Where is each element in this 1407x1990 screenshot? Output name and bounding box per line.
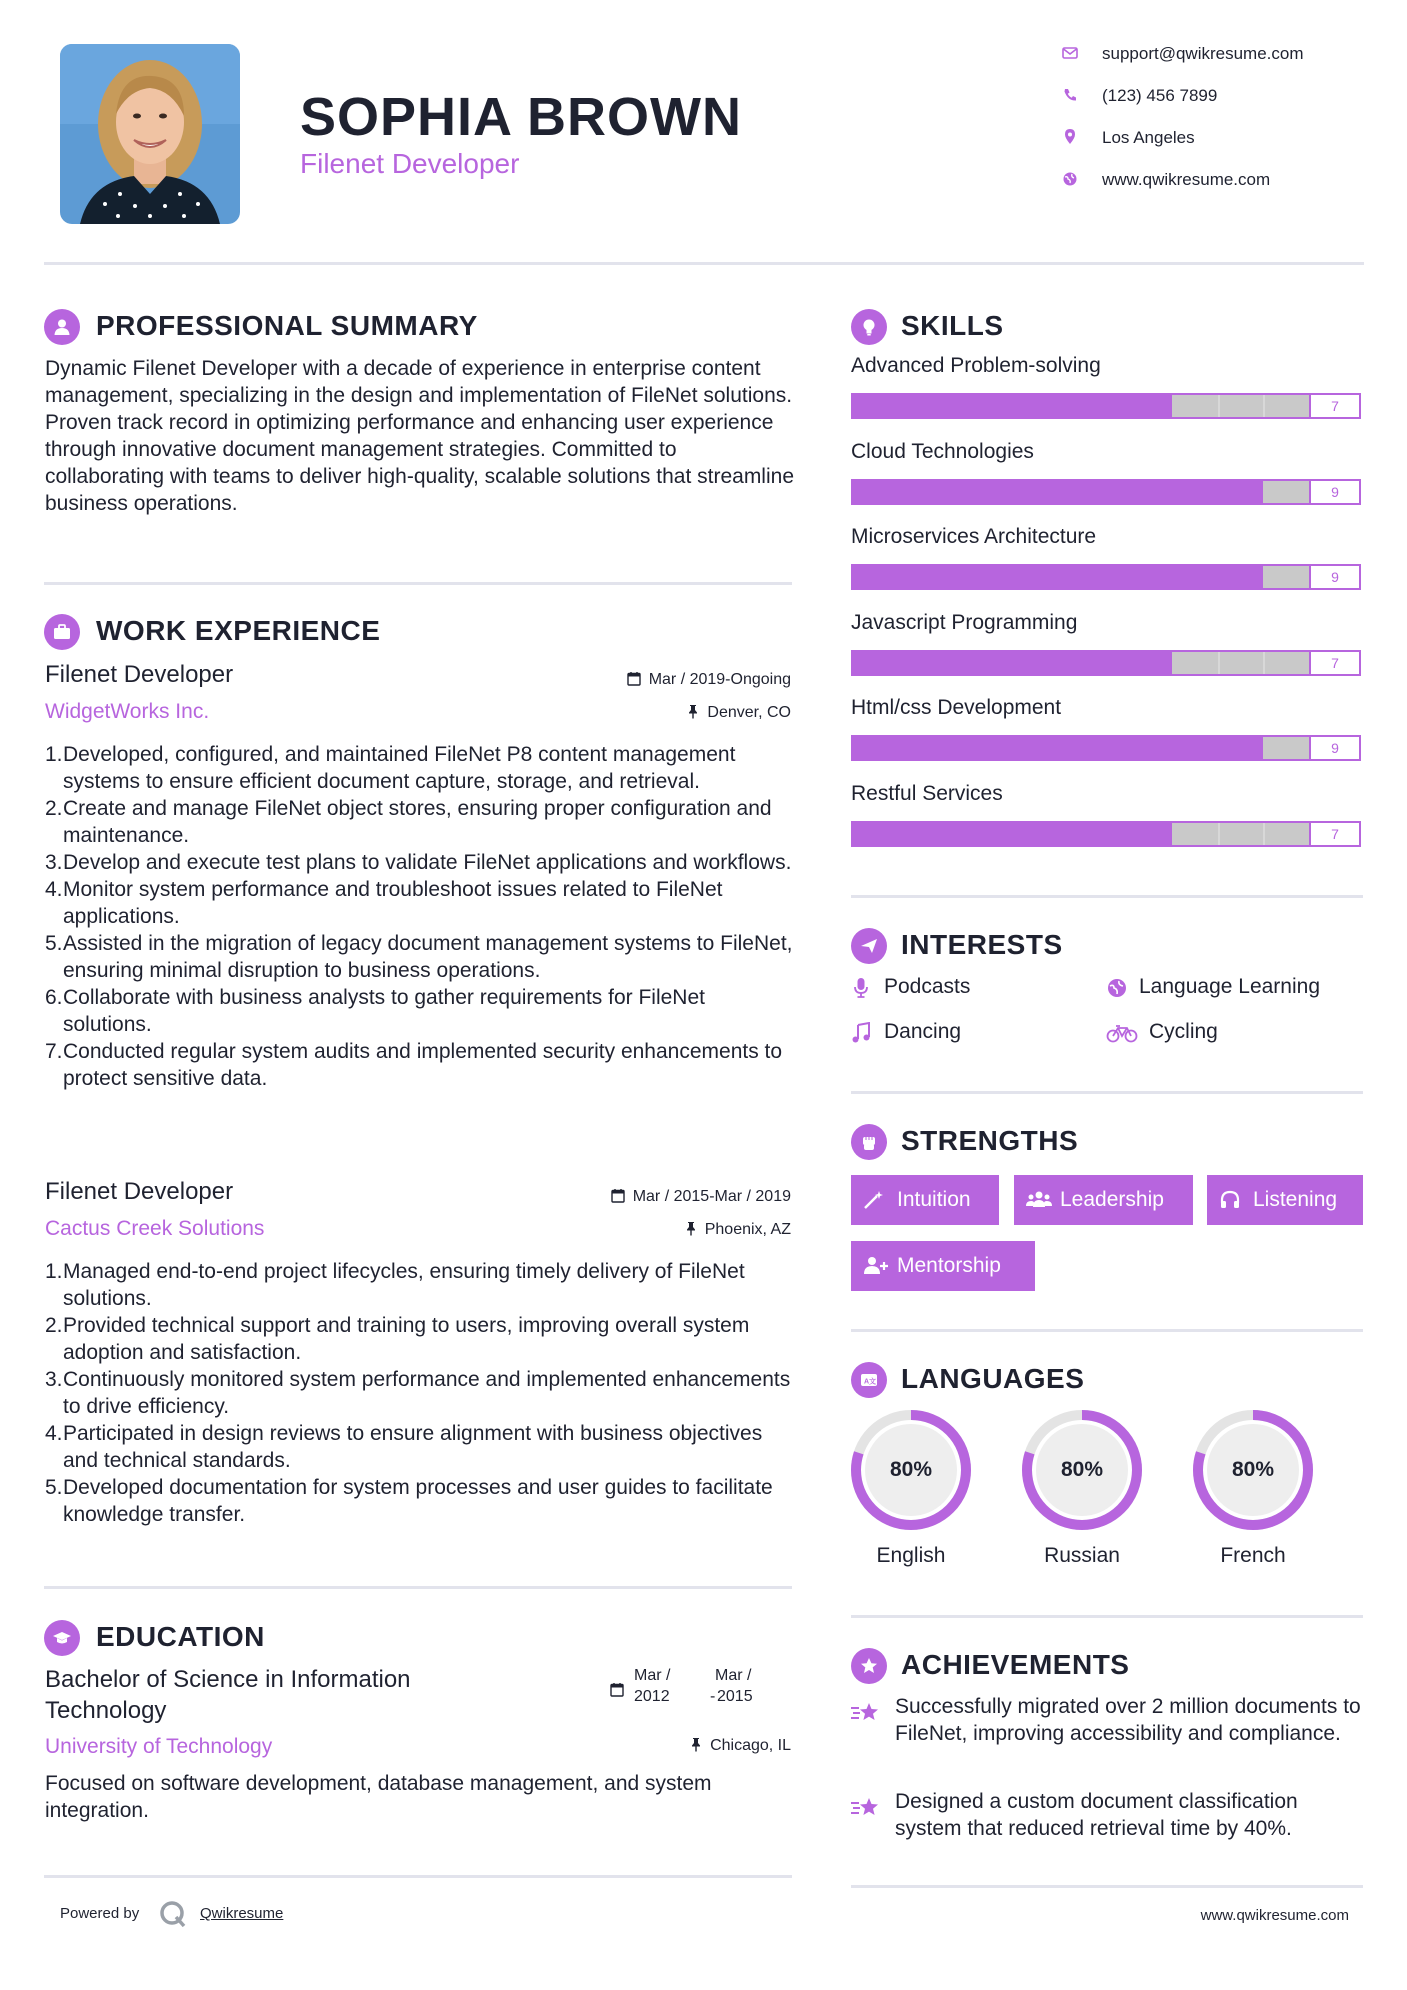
skill-label: Advanced Problem-solving (851, 354, 1101, 377)
skill-bar-fill (853, 481, 1263, 503)
microphone-icon (851, 977, 871, 999)
language-percent: 80% (1060, 1458, 1104, 1481)
svg-text:A文: A文 (864, 1378, 877, 1386)
skill-bar-fill (853, 823, 1172, 845)
list-item: 6. Collaborate with business analysts to gather requirements for FileNet solutions. (45, 986, 705, 1036)
users-icon (1026, 1190, 1052, 1210)
job-1-dates (627, 671, 791, 689)
list-item: 5. Developed documentation for system processes and user guides to facilitate knowledge transfer. (45, 1476, 773, 1526)
language-ring (849, 1408, 973, 1532)
job-2-dates (611, 1188, 791, 1206)
education-description: Focused on software development, database management, and system integration. (45, 1772, 712, 1822)
job-2-company: Cactus Creek Solutions (45, 1217, 265, 1240)
list-item: 1. Developed, configured, and maintained FileNet P8 content management systems to ensure efficient document capture, storage, and retrieval. (45, 743, 736, 793)
skill-bar (851, 821, 1361, 847)
language-name: Russian (1044, 1544, 1120, 1567)
strengths-divider (851, 1329, 1363, 1332)
education-location (690, 1737, 791, 1755)
headphones-icon (1219, 1190, 1241, 1210)
job-1-role: Filenet Developer (45, 661, 234, 688)
footer-powered-by: Powered by (60, 1905, 140, 1922)
contact-email[interactable] (1062, 44, 1304, 64)
skill-bar-fill (853, 566, 1263, 588)
education-end-dash: - (710, 1688, 716, 1705)
interest-label: Language Learning (1139, 975, 1321, 998)
skill-level: 7 (1309, 395, 1359, 417)
interests-divider (851, 1091, 1363, 1094)
interest-label: Cycling (1149, 1020, 1218, 1043)
language-ring (1191, 1408, 1315, 1532)
skill-bar-segment (1218, 652, 1220, 674)
fist-icon (851, 1124, 887, 1160)
achievements-divider (851, 1885, 1363, 1888)
interest-item-language-learning (1106, 975, 1320, 999)
education-location-text: Chicago, IL (710, 1737, 791, 1754)
skill-bar (851, 393, 1361, 419)
user-icon (44, 309, 80, 345)
experience-heading: WORK EXPERIENCE (96, 615, 381, 646)
list-item: 3. Develop and execute test plans to validate FileNet applications and workflows. (45, 851, 792, 874)
contact-email-text: support@qwikresume.com (1102, 44, 1304, 63)
contact-website[interactable] (1062, 170, 1270, 190)
music-note-icon (851, 1022, 871, 1044)
language-name: English (876, 1544, 946, 1567)
list-item: 4. Participated in design reviews to ensure alignment with business objectives and technical standards. (45, 1422, 763, 1472)
job-2-role: Filenet Developer (45, 1178, 234, 1205)
header-divider (44, 262, 1364, 265)
strength-tag-mentorship (851, 1241, 1035, 1291)
job-2-responsibilities (45, 1258, 793, 1528)
globe-icon (1062, 170, 1078, 188)
education-end-line-1: Mar / (715, 1667, 752, 1684)
summary-divider (44, 582, 792, 585)
skill-label: Microservices Architecture (851, 525, 1097, 548)
skill-label: Html/css Development (851, 696, 1062, 719)
job-2-location (685, 1221, 791, 1239)
interest-label: Podcasts (884, 975, 971, 998)
languages-divider (851, 1615, 1363, 1618)
skill-level: 7 (1309, 652, 1359, 674)
job-2-dates-text: Mar / 2015-Mar / 2019 (632, 1188, 791, 1205)
summary-heading: PROFESSIONAL SUMMARY (96, 310, 478, 341)
education-school: University of Technology (45, 1735, 273, 1758)
contact-location (1062, 128, 1195, 148)
skill-bar-fill (853, 395, 1172, 417)
strength-tag-intuition (851, 1175, 999, 1225)
qwikresume-logo-icon (158, 1899, 188, 1929)
skill-bar (851, 735, 1361, 761)
summary-text: Dynamic Filenet Developer with a decade of experience in enterprise content management, specializing in the design and implementation of FileNet solutions. Proven track record in optimizing performance and enhancing user experience through innovative document management strategies. Committed to collaborating with teams to deliver high-quality, scalable solutions that streamline business operations. (45, 357, 794, 515)
paper-plane-icon (851, 928, 887, 964)
skill-bar-segment (1263, 652, 1265, 674)
contact-phone[interactable] (1062, 86, 1217, 106)
skill-bar-segment (1263, 395, 1265, 417)
user-plus-icon (863, 1256, 889, 1276)
list-item: 1. Managed end-to-end project lifecycles, ensuring timely delivery of FileNet solutions. (45, 1260, 745, 1310)
languages-heading: LANGUAGES (901, 1363, 1085, 1394)
education-heading: EDUCATION (96, 1621, 265, 1652)
skills-divider (851, 895, 1363, 898)
skill-label: Javascript Programming (851, 610, 1078, 634)
strengths-heading: STRENGTHS (901, 1125, 1079, 1156)
interest-label: Dancing (884, 1020, 962, 1043)
strength-label: Listening (1253, 1188, 1338, 1211)
list-item: 2. Create and manage FileNet object stores, ensuring proper configuration and maintenance. (45, 797, 772, 847)
education-degree-line-1: Bachelor of Science in Information (45, 1666, 411, 1693)
contact-location-text: Los Angeles (1102, 128, 1195, 147)
education-divider (44, 1875, 792, 1878)
pushpin-icon (690, 1737, 702, 1752)
pushpin-icon (687, 704, 699, 719)
experience-divider (44, 1586, 792, 1589)
list-item: 7. Conducted regular system audits and implemented security enhancements to protect sensitive data. (45, 1040, 783, 1090)
strength-tag-listening (1207, 1175, 1363, 1225)
skill-label: Restful Services (851, 781, 1003, 805)
skill-bar (851, 479, 1361, 505)
lightbulb-icon (851, 309, 887, 345)
skill-bar-fill (853, 652, 1172, 674)
bicycle-icon (1106, 1022, 1138, 1044)
skill-bar-segment (1218, 823, 1220, 845)
skill-bar (851, 564, 1361, 590)
skill-bar (851, 650, 1361, 676)
skills-heading: SKILLS (901, 310, 1004, 341)
interest-item-podcasts (851, 975, 970, 999)
interest-item-dancing (851, 1020, 961, 1044)
strength-label: Mentorship (897, 1254, 1001, 1277)
achievement-item-2: Designed a custom document classification system that reduced retrieval time by 40%. (895, 1790, 1298, 1840)
skill-bar-segment (1218, 395, 1220, 417)
skill-level: 9 (1309, 737, 1359, 759)
candidate-title: Filenet Developer (300, 148, 520, 179)
list-item: 2. Provided technical support and training to users, improving overall system adoption and satisfaction. (45, 1314, 750, 1364)
job-1-dates-text: Mar / 2019-Ongoing (648, 671, 791, 688)
shooting-star-icon (850, 1700, 882, 1726)
candidate-name: SOPHIA BROWN (300, 87, 742, 147)
star-badge-icon (851, 1648, 887, 1684)
language-percent: 80% (889, 1458, 933, 1481)
list-item: 5. Assisted in the migration of legacy document management systems to FileNet, ensuring minimal disruption to business operations. (45, 932, 793, 982)
shooting-star-icon (850, 1795, 882, 1821)
list-item: 4. Monitor system performance and troubleshoot issues related to FileNet applications. (45, 878, 723, 928)
skill-level: 7 (1309, 823, 1359, 845)
education-end-line-2: 2015 (717, 1688, 753, 1705)
job-1-responsibilities (45, 741, 793, 1092)
skill-label: Cloud Technologies (851, 439, 1034, 463)
globe-icon (1106, 977, 1128, 999)
map-pin-icon (1062, 128, 1078, 146)
language-percent: 80% (1231, 1458, 1275, 1481)
calendar-icon (610, 1682, 624, 1697)
interest-item-cycling (1106, 1020, 1218, 1044)
graduation-cap-icon (44, 1620, 80, 1656)
calendar-icon (611, 1188, 625, 1203)
translate-icon (851, 1362, 887, 1398)
skill-bar-segment (1263, 823, 1265, 845)
education-degree-line-2: Technology (45, 1697, 167, 1724)
language-ring (1020, 1408, 1144, 1532)
job-1-location-text: Denver, CO (707, 704, 791, 721)
job-2-location-text: Phoenix, AZ (704, 1221, 791, 1238)
phone-icon (1062, 86, 1078, 104)
interests-heading: INTERESTS (901, 929, 1063, 960)
contact-website-text: www.qwikresume.com (1102, 170, 1271, 189)
briefcase-icon (44, 614, 80, 650)
strength-label: Intuition (897, 1188, 971, 1211)
language-name: French (1220, 1544, 1286, 1567)
skill-level: 9 (1309, 566, 1359, 588)
footer-brand-link[interactable]: Qwikresume (200, 1905, 284, 1922)
magic-wand-icon (863, 1190, 885, 1210)
calendar-icon (627, 671, 641, 686)
profile-photo (60, 44, 240, 224)
envelope-icon (1062, 44, 1078, 62)
skill-level: 9 (1309, 481, 1359, 503)
strength-tag-leadership (1014, 1175, 1193, 1225)
job-1-location (687, 704, 791, 722)
pushpin-icon (685, 1221, 697, 1236)
education-start-line-2: 2012 (634, 1688, 670, 1705)
footer-website[interactable]: www.qwikresume.com (1200, 1907, 1349, 1924)
list-item: 3. Continuously monitored system performance and implemented enhancements to drive efficiency. (45, 1368, 791, 1418)
job-1-company: WidgetWorks Inc. (45, 700, 210, 723)
achievements-heading: ACHIEVEMENTS (901, 1649, 1130, 1680)
achievement-item-1: Successfully migrated over 2 million documents to FileNet, improving accessibility and compliance. (895, 1695, 1361, 1745)
education-start-line-1: Mar / (634, 1667, 671, 1684)
skill-bar-fill (853, 737, 1263, 759)
contact-phone-text: (123) 456 7899 (1102, 86, 1218, 105)
strength-label: Leadership (1060, 1188, 1164, 1211)
